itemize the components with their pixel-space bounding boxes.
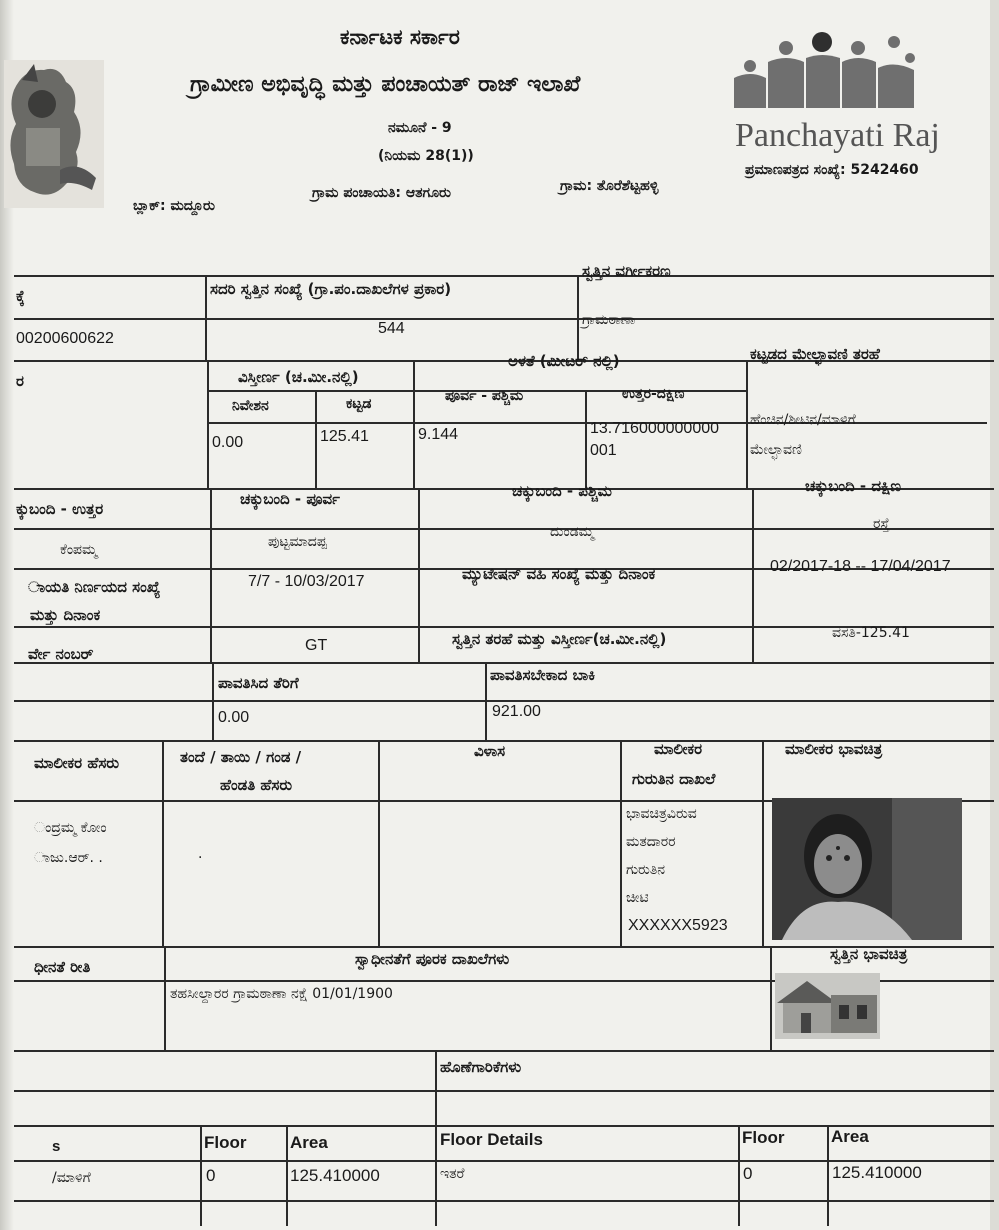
rule-line [14, 1160, 994, 1162]
floor-left-floor-header: Floor [204, 1133, 247, 1152]
rule-line [14, 1200, 994, 1202]
rule-line [418, 488, 420, 662]
north-south-value: 13.716000000000 [590, 420, 720, 437]
building-label: ಕಟ್ಟಡ [346, 396, 372, 412]
tax-paid-label: ಪಾವತಿಸಿದ ತೆರಿಗೆ [218, 674, 299, 692]
boundary-west-value: ದುಂಡಮ್ಮ [550, 524, 594, 540]
floor-details-header: Floor Details [440, 1130, 543, 1149]
rule-line [315, 390, 317, 488]
sadari-number-value: 544 [378, 320, 405, 337]
rule-line [738, 1125, 740, 1226]
rule-line [210, 488, 212, 662]
mutation-label: ಮ್ಯುಟೇಷನ್ ವಹಿ ಸಂಖ್ಯೆ ಮತ್ತು ದಿನಾಂಕ [462, 565, 656, 583]
resolution-label: ಾಯತಿ ನಿರ್ಣಯದ ಸಂಖ್ಯೆ [28, 578, 161, 596]
roof-type-label: ಕಟ್ಟಡದ ಮೇಲ್ಛಾವಣಿ ತರಹೆ [750, 345, 880, 363]
floor-right-floor-value: 0 [743, 1164, 753, 1183]
tax-due-label: ಪಾವತಿಸಬೇಕಾದ ಬಾಕಿ [490, 666, 596, 684]
measurement-label: ಅಳತೆ (ಮೀಟರ್ ನಲ್ಲಿ) [508, 352, 620, 370]
village-label: ಗ್ರಾಮ: ತೊರೆಶೆಟ್ಟಹಳ್ಳಿ [560, 178, 659, 194]
roof-type-value-cont: ಮೇಲ್ಛಾವಣಿ [750, 442, 802, 458]
panchayati-raj-logo-icon [728, 28, 938, 123]
rule-line [485, 662, 487, 740]
north-south-label: ಉತ್ತರ-ದಕ್ಷಿಣ [622, 386, 685, 402]
possession-method-label: ಧೀನತೆ ರೀತಿ [34, 958, 91, 976]
owner-photo-label: ಮಾಲೀಕರ ಭಾವಚಿತ್ರ [785, 740, 883, 758]
roof-type-value: ಹೆಂಚಿನ/ಶೀಟಿನ/ಮಾಳಿಗೆ [750, 412, 856, 428]
rule-line [14, 1050, 994, 1052]
survey-number-value: GT [305, 637, 328, 654]
owner-address-label: ವಿಳಾಸ [474, 742, 506, 760]
rule-line [827, 1125, 829, 1226]
property-type-label: ಸ್ವತ್ತಿನ ತರಹೆ ಮತ್ತು ವಿಸ್ತೀರ್ಣ(ಚ.ಮೀ.ನಲ್ಲಿ) [452, 630, 667, 648]
possession-docs-value: ತಹಸೀಲ್ದಾರರ ಗ್ರಾಮಠಾಣಾ ನಕ್ಷೆ 01/01/1900 [170, 986, 393, 1002]
owner-id-doc-label-cont: ಗುರುತಿನ ದಾಖಲೆ [632, 770, 716, 788]
floor-left-area-header: Area [290, 1133, 328, 1152]
rule-line [620, 740, 622, 946]
boundary-south-value: ರಸ್ತೆ [873, 516, 890, 532]
owner-parent-label: ತಂದೆ / ತಾಯಿ / ಗಂಡ / [180, 748, 302, 766]
form-number: ನಮೂನೆ - 9 [388, 120, 452, 136]
tax-paid-value: 0.00 [218, 709, 250, 726]
dimensions-left-label: ರ [16, 372, 24, 390]
boundary-west-label: ಚಕ್ಕುಬಂದಿ - ಪಶ್ಚಿಮ [512, 482, 612, 500]
rule-line [435, 1050, 437, 1226]
rule-line [770, 946, 772, 1050]
rule-line [205, 275, 207, 360]
owner-photo-image [772, 798, 962, 940]
rule-line [14, 528, 994, 530]
floor-right-floor-header: Floor [742, 1128, 785, 1147]
boundary-north-value: ಕೆಂಪಮ್ಮ [60, 542, 98, 558]
rule-line [762, 740, 764, 946]
building-area-value: 125.41 [320, 428, 369, 445]
rule-line [585, 390, 587, 488]
liabilities-label: ಹೊಣೆಗಾರಿಕೆಗಳು [440, 1058, 522, 1076]
rule-line [378, 740, 380, 946]
rule-line [14, 700, 994, 702]
site-area-value: 0.00 [212, 434, 244, 451]
property-photo-image [775, 973, 880, 1039]
department-title: ಗ್ರಾಮೀಣ ಅಭಿವೃದ್ಧಿ ಮತ್ತು ಪಂಚಾಯತ್ ರಾಜ್ ಇಲಾಖೆ [190, 72, 581, 97]
rule-line [14, 275, 994, 277]
owner-name-label: ಮಾಲೀಕರ ಹೆಸರು [34, 754, 120, 772]
rule-line [413, 360, 415, 488]
owner-id-doc-value-3: ಗುರುತಿನ [626, 862, 666, 878]
rule-line [212, 662, 214, 740]
owner-id-doc-value: ಭಾವಚಿತ್ರವಿರುವ [626, 806, 697, 822]
north-south-value-cont: 001 [590, 442, 617, 459]
floor-left-area-value: 125.410000 [290, 1166, 380, 1185]
rule-line [14, 662, 994, 664]
floor-left-type: /ಮಾಳಿಗೆ [52, 1170, 91, 1186]
floor-right-area-header: Area [831, 1127, 869, 1146]
rule-line [286, 1125, 288, 1226]
govt-title: ಕರ್ನಾಟಕ ಸರ್ಕಾರ [340, 25, 460, 49]
property-id-label: ಕ್ಕೆ [16, 287, 25, 305]
floor-left-header: s [52, 1138, 61, 1155]
owner-id-doc-value-4: ಚೀಟಿ [626, 890, 649, 906]
area-label: ವಿಸ್ತೀರ್ಣ (ಚ.ಮೀ.ನಲ್ಲಿ) [238, 368, 359, 386]
owner-parent-label-cont: ಹೆಂಡತಿ ಹೆಸರು [220, 776, 293, 794]
boundary-east-label: ಚಕ್ಕುಬಂದಿ - ಪೂರ್ವ [240, 490, 340, 508]
east-west-value: 9.144 [418, 426, 459, 443]
mutation-value: 02/2017-18 -- 17/04/2017 [770, 558, 951, 575]
owner-id-number: XXXXXX5923 [628, 917, 728, 934]
gram-panchayat-label: ಗ್ರಾಮ ಪಂಚಾಯತಿ: ಆತಗೂರು [312, 185, 451, 201]
survey-number-label: ರ್ವೇ ನಂಬರ್ [28, 645, 94, 663]
possession-docs-label: ಸ್ವಾಧೀನತೆಗೆ ಪೂರಕ ದಾಖಲೆಗಳು [355, 950, 510, 968]
boundary-south-label: ಚಕ್ಕುಬಂದಿ - ದಕ್ಷಿಣ [805, 477, 902, 495]
rule-line [752, 488, 754, 662]
floor-right-area-value: 125.410000 [832, 1163, 922, 1182]
classification-value: ಗ್ರಾಮಠಾಣಾ [582, 312, 636, 328]
property-id-value: 00200600622 [16, 330, 114, 347]
owner-parent-value: . [198, 846, 203, 862]
owner-id-doc-label: ಮಾಲೀಕರ [654, 740, 703, 758]
rule-number: (ನಿಯಮ 28(1)) [378, 148, 474, 164]
rule-line [207, 360, 209, 488]
rule-line [200, 1125, 202, 1226]
boundary-east-value: ಪುಟ್ಟಮಾದಪ್ಪ [268, 534, 327, 550]
east-west-label: ಪೂರ್ವ - ಪಶ್ಚಿಮ [445, 388, 524, 404]
boundary-north-label: ಕ್ಕುಬಂದಿ - ಉತ್ತರ [16, 500, 104, 518]
rule-line [162, 740, 164, 946]
owner-name-value: ಂದ್ರಮ್ಮ ಕೋಂ [34, 820, 107, 836]
sadari-number-label: ಸದರಿ ಸ್ವತ್ತಿನ ಸಂಖ್ಯೆ (ಗ್ರಾ.ಪಂ.ದಾಖಲೆಗಳ ಪ್ರಕಾರ) [210, 280, 452, 298]
rule-line [164, 946, 166, 1050]
classification-label: ಸ್ವತ್ತಿನ ವರ್ಗೀಕರಣ [582, 262, 671, 280]
rule-line [746, 360, 748, 488]
owner-name-value-cont: ಾಜು.ಆರ್. . [34, 850, 103, 866]
site-label: ನಿವೇಶನ [232, 398, 269, 414]
property-photo-label: ಸ್ವತ್ತಿನ ಭಾವಚಿತ್ರ [830, 945, 908, 963]
floor-left-floor-value: 0 [206, 1166, 216, 1185]
floor-right-type: ಇತರೆ [440, 1166, 465, 1182]
resolution-label-cont: ಮತ್ತು ದಿನಾಂಕ [30, 606, 101, 624]
rule-line [577, 275, 579, 360]
property-type-value: ವಸತಿ-125.41 [832, 625, 910, 641]
owner-id-doc-value-2: ಮತದಾರರ [626, 834, 676, 850]
tax-due-value: 921.00 [492, 703, 541, 720]
panchayati-raj-logo-text: Panchayati Raj [735, 117, 940, 154]
certificate-number: ಪ್ರಮಾಣಪತ್ರದ ಸಂಖ್ಯೆ: 5242460 [745, 162, 919, 178]
resolution-value: 7/7 - 10/03/2017 [248, 573, 365, 590]
rule-line [14, 1090, 994, 1092]
state-emblem-icon [4, 60, 104, 208]
block-label: ಬ್ಲಾಕ್: ಮದ್ದೂರು [133, 198, 215, 214]
rule-line [14, 318, 994, 320]
